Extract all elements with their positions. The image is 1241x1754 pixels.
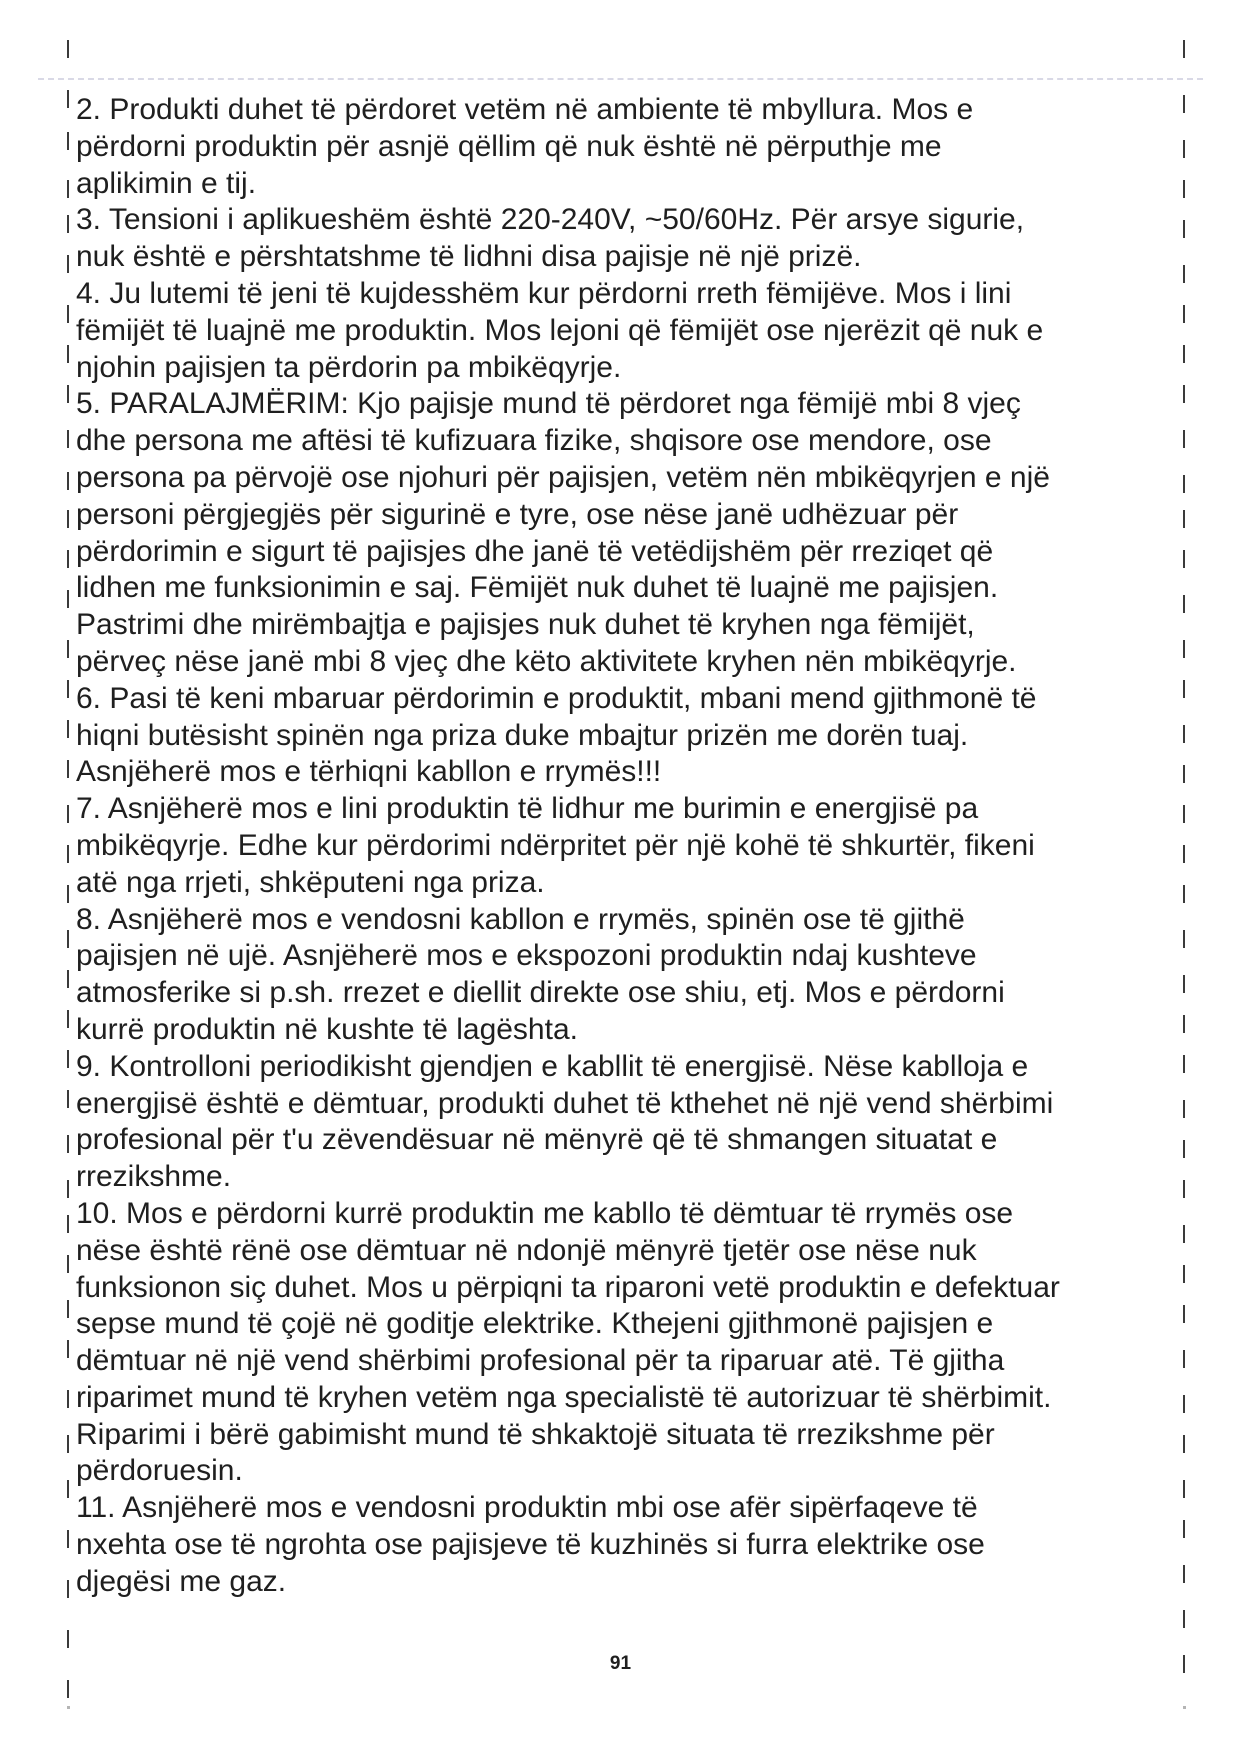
margin-tick: [1183, 180, 1185, 198]
margin-tick: [67, 1010, 69, 1028]
margin-tick: [67, 590, 69, 608]
margin-tick: [1183, 1480, 1185, 1498]
margin-tick: [1183, 265, 1185, 283]
margin-tick: [67, 385, 69, 403]
paragraph-10: 10. Mos e përdorni kurrë produktin me kabllo të dëmtuar të rrymës ose nëse është rënë ose dëmtuar në ndonjë mënyrë tjetër ose nëse nuk funksionon siç duhet. Mos u përpiqni ta riparoni vetë produktin e defektuar sepse mund të çojë në goditje elektrike. Kthejeni gjithmonë pajisjen e dëmtuar në një vend shërbimi profesional për ta riparuar atë. Të gjitha riparimet mund të kryhen vetëm nga specialistë të autorizuar të shërbimit. Riparimi i bërë gabimisht mund të shkaktojë situata të rrezikshme për përdoruesin.: [76, 1196, 1060, 1488]
paragraph-8: 8. Asnjëherë mos e vendosni kabllon e rrymës, spinën ose të gjithë pajisjen në ujë. Asnjëherë mos e ekspozoni produktin ndaj kushteve atmosferike si p.sh. rrezet e diellit direkte ose shiu, etj. Mos e përdorni kurrë produktin në kushte të lagështa.: [76, 902, 1005, 1046]
margin-tick: [1183, 345, 1185, 363]
margin-tick: [1183, 95, 1185, 113]
margin-tick: [67, 845, 69, 863]
margin-tick: [1183, 1350, 1185, 1368]
margin-tick: [67, 805, 69, 823]
margin-tick: [1183, 1055, 1185, 1073]
margin-tick: [67, 132, 69, 150]
paragraph-6: 6. Pasi të keni mbaruar përdorimin e produktit, mbani mend gjithmonë të hiqni butësisht spinën nga priza duke mbajtur prizën me dorën tuaj. Asnjëherë mos e tërhiqni kabllon e rrymës!!!: [76, 681, 1037, 789]
page-number: 91: [609, 1653, 632, 1674]
margin-tick: [1183, 1015, 1185, 1033]
header-dashed-rule: [38, 78, 1203, 80]
margin-tick: [1183, 430, 1185, 448]
right-margin-marks: [1183, 40, 1185, 1680]
margin-tick: [67, 255, 69, 273]
margin-tick: [67, 1300, 69, 1318]
margin-tick: [67, 180, 69, 198]
margin-tick: [67, 680, 69, 698]
margin-tick: [67, 550, 69, 568]
margin-tick: [1183, 725, 1185, 743]
margin-tick: [1183, 1180, 1185, 1198]
margin-tick: [1183, 220, 1185, 238]
margin-tick: [67, 1480, 69, 1498]
margin-tick: [1183, 595, 1185, 613]
margin-tick: [67, 640, 69, 658]
paragraph-9: 9. Kontrolloni periodikisht gjendjen e kabllit të energjisë. Nëse kablloja e energjisë është e dëmtuar, produkti duhet të kthehet në një vend shërbimi profesional për t'u zëvendësuar në mënyrë që të shmangen situatat e rrezikshme.: [76, 1049, 1054, 1194]
margin-tick: [1183, 385, 1185, 403]
margin-tick: [1183, 510, 1185, 528]
margin-tick: [67, 472, 69, 490]
margin-tick: [1183, 975, 1185, 993]
margin-tick: [67, 760, 69, 778]
margin-tick: [67, 305, 69, 323]
paragraph-3: 3. Tensioni i aplikueshëm është 220-240V, ~50/60Hz. Për arsye sigurie, nuk është e përshtatshme të lidhni disa pajisje në një prizë.: [76, 203, 1025, 274]
paragraph-7: 7. Asnjëherë mos e lini produktin të lidhur me burimin e energjisë pa mbikëqyrje. Edhe kur përdorimi ndërpritet për një kohë të shkurtër, fikeni atë nga rrjeti, shkëputeni nga priza.: [76, 792, 1035, 899]
margin-tick: [67, 1180, 69, 1198]
margin-tick: [67, 1435, 69, 1453]
safety-instructions-text: [76, 92, 1176, 1601]
margin-tick: [67, 970, 69, 988]
margin-tick: [67, 1390, 69, 1408]
margin-tick: [1183, 550, 1185, 568]
margin-tick: [1183, 885, 1185, 903]
paragraph-5: 5. PARALAJMËRIM: Kjo pajisje mund të përdoret nga fëmijë mbi 8 vjeç dhe persona me aftësi të kufizuara fizike, shqisore ose mendore, ose persona pa përvojë ose njohuri për pajisjen, vetëm nën mbikëqyrjen e një personi përgjegjës për sigurinë e tyre, ose nëse janë udhëzuar për përdorimin e sigurt të pajisjes dhe janë të vetëdijshëm për rreziqet që lidhen me funksionimin e saj. Fëmijët nuk duhet të luajnë me pajisjen. Pastrimi dhe mirëmbajtja e pajisjes nuk duhet të kryhen nga fëmijët, përveç nëse janë mbi 8 vjeç dhe këto aktivitete kryhen nën mbikëqyrje.: [76, 387, 1050, 678]
paragraph-2: 2. Produkti duhet të përdoret vetëm në ambiente të mbyllura. Mos e përdorni produktin për asnjë qëllim që nuk është në përputhje me aplikimin e tij.: [76, 93, 974, 200]
bottom-right-crop-dot: [1183, 1706, 1186, 1709]
margin-tick: [1183, 1225, 1185, 1243]
margin-tick: [67, 1050, 69, 1068]
paragraph-11: 11. Asnjëherë mos e vendosni produktin mbi ose afër sipërfaqeve të nxehta ose të ngrohta ose pajisjeve të kuzhinës si furra elektrike ose djegësi me gaz.: [76, 1491, 985, 1598]
margin-tick: [67, 1630, 69, 1648]
margin-tick: [67, 90, 69, 108]
margin-tick: [67, 1135, 69, 1153]
bottom-left-crop-dot: [67, 1706, 70, 1709]
margin-tick: [67, 720, 69, 738]
margin-tick: [1183, 1520, 1185, 1538]
margin-tick: [1183, 475, 1185, 493]
margin-tick: [67, 215, 69, 233]
margin-tick: [67, 930, 69, 948]
margin-tick: [1183, 1140, 1185, 1158]
margin-tick: [67, 1215, 69, 1233]
margin-tick: [1183, 805, 1185, 823]
margin-tick: [1183, 1435, 1185, 1453]
margin-tick: [67, 1255, 69, 1273]
margin-tick: [67, 430, 69, 448]
margin-tick: [67, 1580, 69, 1598]
margin-tick: [1183, 1565, 1185, 1583]
margin-tick: [1183, 1395, 1185, 1413]
margin-tick: [67, 345, 69, 363]
margin-tick: [67, 1530, 69, 1548]
margin-tick: [1183, 1610, 1185, 1628]
paragraph-4: 4. Ju lutemi të jeni të kujdesshëm kur përdorni rreth fëmijëve. Mos i lini fëmijët të luajnë me produktin. Mos lejoni që fëmijët ose njerëzit që nuk e njohin pajisjen ta përdorin pa mbikëqyrje.: [76, 276, 1044, 384]
margin-tick: [1183, 140, 1185, 158]
margin-tick: [1183, 930, 1185, 948]
margin-tick: [1183, 305, 1185, 323]
margin-tick: [1183, 40, 1185, 58]
margin-tick: [67, 1680, 69, 1698]
margin-tick: [67, 510, 69, 528]
margin-tick: [1183, 680, 1185, 698]
margin-tick: [67, 40, 69, 58]
margin-tick: [67, 1090, 69, 1108]
margin-tick: [1183, 1305, 1185, 1323]
margin-tick: [67, 1340, 69, 1358]
margin-tick: [1183, 765, 1185, 783]
margin-tick: [67, 885, 69, 903]
left-margin-marks: [67, 40, 69, 1680]
margin-tick: [1183, 1100, 1185, 1118]
margin-tick: [1183, 1265, 1185, 1283]
margin-tick: [1183, 640, 1185, 658]
margin-tick: [1183, 845, 1185, 863]
